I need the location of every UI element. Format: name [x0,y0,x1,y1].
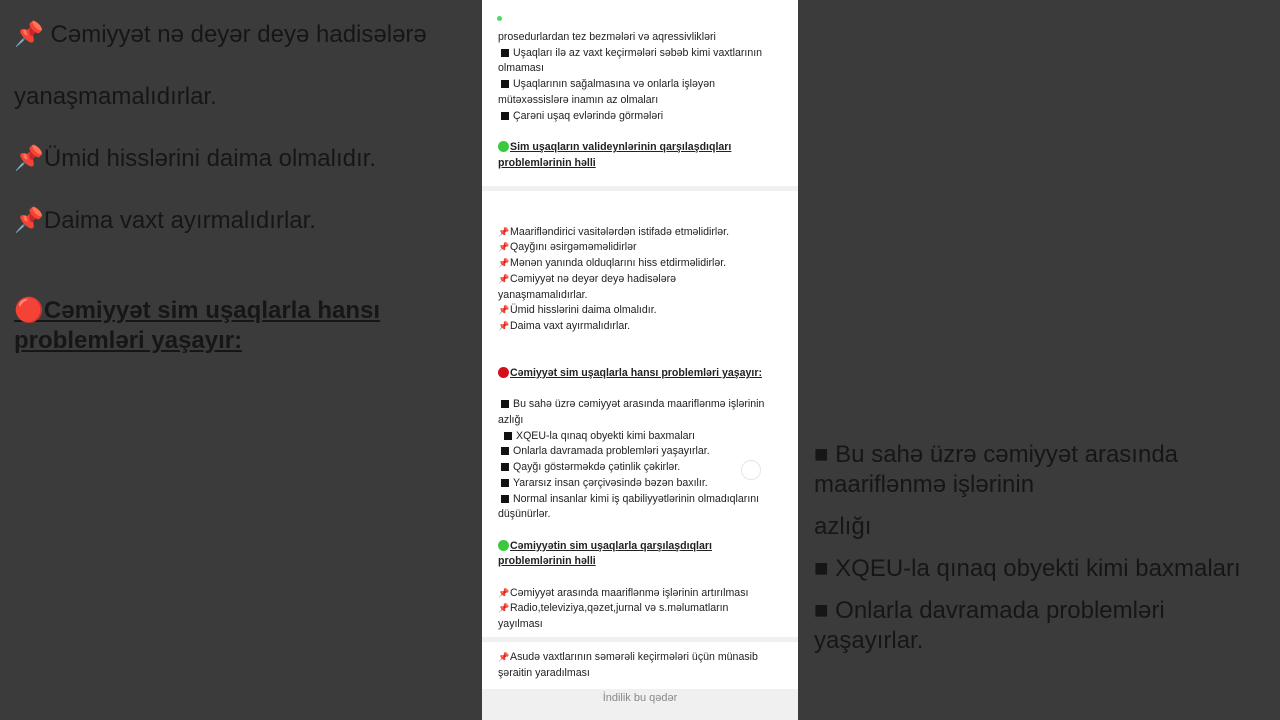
bullet-item [498,46,784,77]
document-panel[interactable] [482,0,798,720]
pin-text: Cəmiyyət arasında maariflənmə işlərinin artırılması [510,586,749,599]
bullet-text: Qayğı göstərməkdə çətinlik çəkirlər. [513,461,681,474]
bullet-text: Yararsız insan çərçivəsində bəzən baxılır. [513,476,708,489]
bullet-item [498,429,784,445]
status-dot [497,16,502,21]
bullet-item [498,397,784,428]
bullet-text: Onlarla davramada problemləri yaşayırlar. [513,445,710,458]
pushpin-icon: 📌 [498,258,510,269]
pin-text: Cəmiyyət nə deyər deyə hadisələrə yanaşmamalıdırlar. [498,272,677,301]
square-bullet-icon [501,80,509,88]
pushpin-icon: 📌 [498,242,510,253]
square-bullet-icon [501,112,509,120]
bullet-text: Çarəni uşaq evlərində görmələri [513,109,664,122]
pin-item [498,256,784,272]
blurred-background-right [814,0,1264,720]
section-2 [482,191,798,637]
footer-text: İndilik bu qədər [602,692,678,705]
bullet-item [498,492,784,523]
pin-text: Radio,televiziya,qəzet,jurnal və s.məlumatların yayılması [498,602,729,631]
bg-text: ■ Bu sahə üzrə cəmiyyət arasında maariflənmə işlərinin [814,441,1179,498]
bg-text: 📌 Cəmiyyət nə deyər deyə hadisələrə [14,21,427,48]
pushpin-icon: 📌 [498,320,510,331]
pushpin-icon: 📌 [498,651,510,662]
pushpin-icon: 📌 [498,305,510,316]
pin-item [498,240,784,256]
square-bullet-icon [501,463,509,471]
square-bullet-icon [504,432,512,440]
bg-text: 📌Daima vaxt ayırmalıdırlar. [14,207,316,234]
section-heading [498,366,784,382]
touch-indicator [741,460,761,480]
bullet-item [498,444,784,460]
section-3 [482,642,798,689]
pushpin-icon: 📌 [498,226,510,237]
bullet-text: Bu sahə üzrə cəmiyyət arasında maariflənmə işlərinin azlığı [498,398,765,427]
pin-text: Daima vaxt ayırmalıdırlar. [510,319,631,332]
pin-text: Ümid hisslərini daima olmalıdır. [510,304,657,317]
section-1 [482,0,798,186]
green-circle-icon [498,141,509,152]
pin-text: Maarifləndirici vasitələrdən istifadə etməlidirlər. [510,225,730,238]
bg-text: 📌Ümid hisslərini daima olmalıdır. [14,145,376,172]
pin-item [498,650,784,681]
pin-text: Qayğını əsirgəməməlidirlər [510,241,637,254]
square-bullet-icon [501,49,509,57]
text-line: prosedurlardan tez bezmələri və aqressivlikləri [498,31,716,43]
pin-item [498,586,784,602]
pin-item [498,601,758,632]
bg-text: ■ Onlarla davramada problemləri yaşayırlar. [814,597,1165,654]
pushpin-icon: 📌 [498,603,510,614]
section-heading [498,140,784,171]
bg-text: ■ XQEU-la qınaq obyekti kimi baxmaları [814,555,1241,582]
bullet-item [498,77,784,108]
heading-text: Cəmiyyət sim uşaqlarla hansı problemləri yaşayır: [510,366,763,379]
heading-text: Cəmiyyətin sim uşaqlarla qarşılaşdıqları problemlərinin həlli [498,539,712,568]
bullet-text: Uşaqları ilə az vaxt keçirmələri səbəb kimi vaxtlarının olmaması [498,46,763,75]
pushpin-icon: 📌 [498,273,510,284]
square-bullet-icon [501,400,509,408]
square-bullet-icon [501,447,509,455]
section-heading [498,539,738,570]
bullet-text: Uşaqlarının sağalmasına və onlarla işləyən mütəxəssislərə inamın az olmaları [498,78,715,106]
bullet-item [498,109,784,125]
square-bullet-icon [501,495,509,503]
blurred-background-left [14,0,464,720]
pin-item [498,225,784,241]
bg-text: 🔴Cəmiyyət sim uşaqlarla hansı problemləri yaşayır: [14,297,381,354]
heading-text: Sim uşaqların valideynlərinin qarşılaşdıqları problemlərinin həlli [498,140,732,169]
bullet-text: Normal insanlar kimi iş qabiliyyətlərinin olmadıqlarını düşünürlər. [498,492,760,521]
green-circle-icon [498,540,509,551]
square-bullet-icon [501,479,509,487]
pushpin-icon: 📌 [498,587,510,598]
pin-item [498,303,784,319]
pin-item [498,319,784,335]
bg-text: azlığı [814,513,872,540]
red-circle-icon [498,367,509,378]
bullet-text: XQEU-la qınaq obyekti kimi baxmaları [516,429,695,442]
pin-text: Asudə vaxtlarının səmərəli keçirmələri üçün münasib şəraitin yaradılması [498,650,758,679]
pin-item [498,272,718,303]
bullet-item [498,476,784,492]
pin-text: Mənən yanında olduqlarını hiss etdirməlidirlər. [510,257,727,270]
bg-text: yanaşmamalıdırlar. [14,83,217,110]
